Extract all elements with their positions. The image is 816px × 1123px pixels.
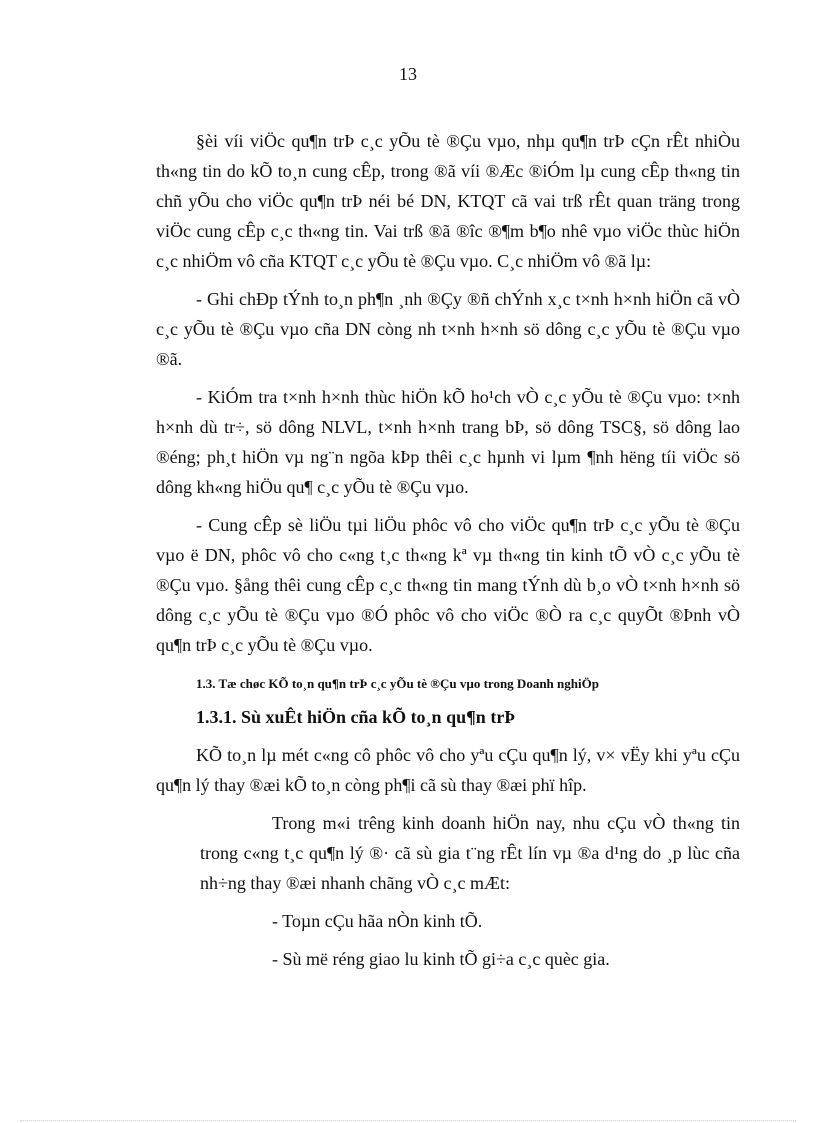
section-heading-1-3-1: 1.3.1. Sù xuÊt hiÖn cña kÕ to¸n qu¶n trÞ: [196, 707, 516, 727]
paragraph-intro: §èi víi viÖc qu¶n trÞ c¸c yÕu tè ®Çu vµo, nhµ qu¶n trÞ cÇn rÊt nhiÒu th«ng tin do kÕ to¸n cung cÊp, trong ®ã víi ®Æc ®iÓm lµ cung cÊp th«ng tin chñ yÕu cho viÖc qu¶n trÞ néi bé DN, KTQT cã vai trß rÊt quan träng trong viÖc cung cÊp c¸c th«ng tin. Vai trß ®ã ®îc ®¶m b¶o nhê vµo viÖc thùc hiÖn c¸c nhiÖm vô cña KTQT c¸c yÕu tè ®Çu vµo. C¸c nhiÖm vô ®ã lµ:: [156, 131, 740, 271]
page-number: 13: [399, 64, 417, 84]
section-heading-1-3: 1.3. Tæ chøc KÕ to¸n qu¶n trÞ c¸c yÕu tè ®Çu vµo trong Doanh nghiÖp: [196, 676, 599, 691]
paragraph-task-1: - Ghi chÐp tÝnh to¸n ph¶n ¸nh ®Çy ®ñ chÝnh x¸c t×nh h×nh hiÖn cã vÒ c¸c yÕu tè ®Çu vµo cña DN còng nh t×nh h×nh sö dông c¸c yÕu tè ®Çu vµo ®ã.: [156, 289, 740, 369]
paragraph-accounting-tool: KÕ to¸n lµ mét c«ng cô phôc vô cho yªu cÇu qu¶n lý, v× vËy khi yªu cÇu qu¶n lý thay ®æi kÕ to¸n còng ph¶i cã sù thay ®æi phï hîp.: [156, 745, 740, 795]
document-body: [156, 126, 740, 982]
list-item-trade-expansion: - Sù më réng giao lu kinh tÕ gi÷a c¸c quèc gia.: [272, 949, 610, 969]
paragraph-task-2: - KiÓm tra t×nh h×nh thùc hiÖn kÕ ho¹ch vÒ c¸c yÕu tè ®Çu vµo: t×nh h×nh dù tr÷, sö dông NLVL, t×nh h×nh trang bÞ, sö dông TSC§, sö dông lao ®éng; ph¸t hiÖn vµ ng¨n ngõa kÞp thêi c¸c hµnh vi lµm ¶nh hëng tíi viÖc sö dông kh«ng hiÖu qu¶ c¸c yÕu tè ®Çu vµo.: [156, 387, 740, 497]
page-bottom-divider: [20, 1120, 796, 1121]
paragraph-business-environment: [200, 808, 740, 898]
paragraph-task-3: - Cung cÊp sè liÖu tµi liÖu phôc vô cho viÖc qu¶n trÞ c¸c yÕu tè ®Çu vµo ë DN, phôc vô cho c«ng t¸c th«ng kª vµ th«ng tin kinh tÕ vÒ c¸c yÕu tè ®Çu vµo. §ång thêi cung cÊp c¸c th«ng tin mang tÝnh dù b¸o vÒ t×nh h×nh sö dông c¸c yÕu tè ®Çu vµo ®Ó phôc vô cho viÖc ®Ò ra c¸c quyÕt ®Þnh vÒ qu¶n trÞ c¸c yÕu tè ®Çu vµo.: [156, 515, 740, 655]
paragraph-business-environment-text: Trong m«i trêng kinh doanh hiÖn nay, nhu cÇu vÒ th«ng tin trong c«ng t¸c qu¶n lý ®· cã sù gia t¨ng rÊt lín vµ ®a d¹ng do ¸p lùc cña nh÷ng thay ®æi nhanh chãng vÒ c¸c mÆt:: [200, 813, 740, 893]
list-item-globalization: - Toµn cÇu hãa nÒn kinh tÕ.: [272, 911, 483, 931]
